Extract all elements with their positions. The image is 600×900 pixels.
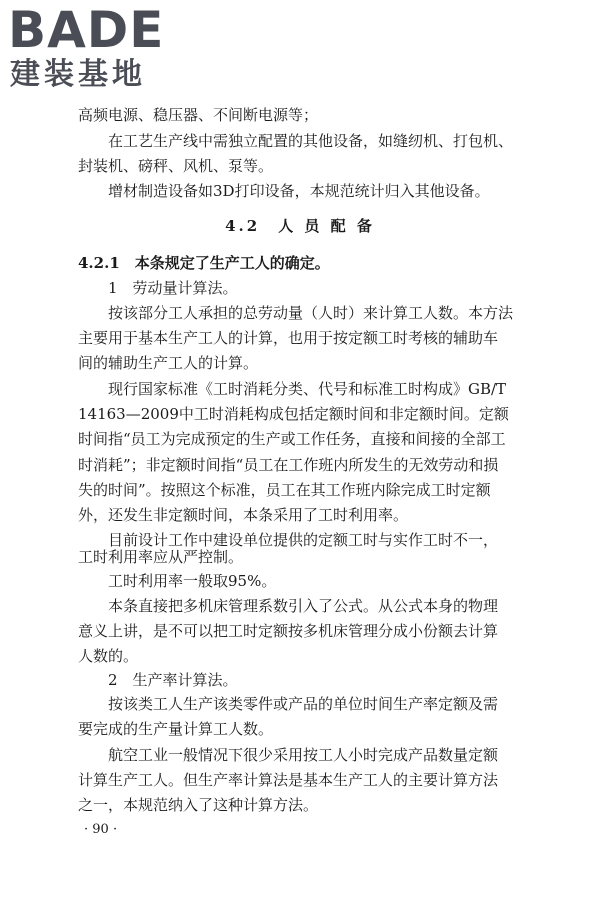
page-number: · 90 · [84, 822, 118, 837]
text-line: 目前设计工作中建设单位提供的定额工时与实作工时不一， [108, 531, 499, 549]
section-heading: 4.2 人 员 配 备 [225, 217, 375, 235]
text-line: 在工艺生产线中需独立配置的其他设备，如缝纫机、打包机、 [108, 132, 514, 150]
text-line: 航空工业一般情况下很少采用按工人小时完成产品数量定额 [108, 746, 499, 764]
text-line: 计算生产工人。但生产率计算法是基本生产工人的主要计算方法 [78, 771, 499, 789]
text-line: 人数的。 [78, 647, 139, 665]
text-line: 工时利用率一般取95%。 [108, 572, 277, 590]
text-line: 失的时间”。按照这个标准，员工在其工作班内除完成工时定额 [78, 481, 491, 499]
text-line: 间的辅助生产工人的计算。 [78, 354, 259, 372]
text-line: 工时利用率应从严控制。 [78, 548, 244, 566]
clause-heading: 4.2.1 本条规定了生产工人的确定。 [78, 254, 330, 272]
text-line: 增材制造设备如3D打印设备，本规范统计归入其他设备。 [108, 182, 490, 200]
text-line: 按该类工人生产该类零件或产品的单位时间生产率定额及需 [108, 695, 499, 713]
text-line: 之一，本规范纳入了这种计算方法。 [78, 796, 319, 814]
text-line: 本条直接把多机床管理系数引入了公式。从公式本身的物理 [108, 597, 499, 615]
logo-chinese-name: 建装基地 [10, 57, 146, 92]
text-line: 时间指“员工为完成预定的生产或工作任务，直接和间接的全部工 [78, 430, 506, 448]
text-line: 要完成的生产量计算工人数。 [78, 720, 274, 738]
text-line: 按该部分工人承担的总劳动量（人时）来计算工人数。本方法 [108, 304, 514, 322]
text-line: 外，还发生非定额时间，本条采用了工时利用率。 [78, 506, 409, 524]
text-line: 现行国家标准《工时消耗分类、代号和标准工时构成》GB/T [108, 380, 507, 398]
text-line: 主要用于基本生产工人的计算，也用于按定额工时考核的辅助车 [78, 329, 499, 347]
logo-wordmark: BADE [8, 1, 165, 59]
text-line: 时消耗”；非定额时间指“员工在工作班内所发生的无效劳动和损 [78, 456, 499, 474]
text-line: 14163—2009中工时消耗构成包括定额时间和非定额时间。定额 [78, 405, 509, 423]
text-line: 1 劳动量计算法。 [108, 279, 238, 297]
text-line: 封装机、磅秤、风机、泵等。 [78, 157, 274, 175]
text-line: 高频电源、稳压器、不间断电源等； [78, 106, 319, 124]
text-line: 意义上讲，是不可以把工时定额按多机床管理分成小份额去计算 [78, 622, 499, 640]
text-line: 2 生产率计算法。 [108, 671, 238, 689]
